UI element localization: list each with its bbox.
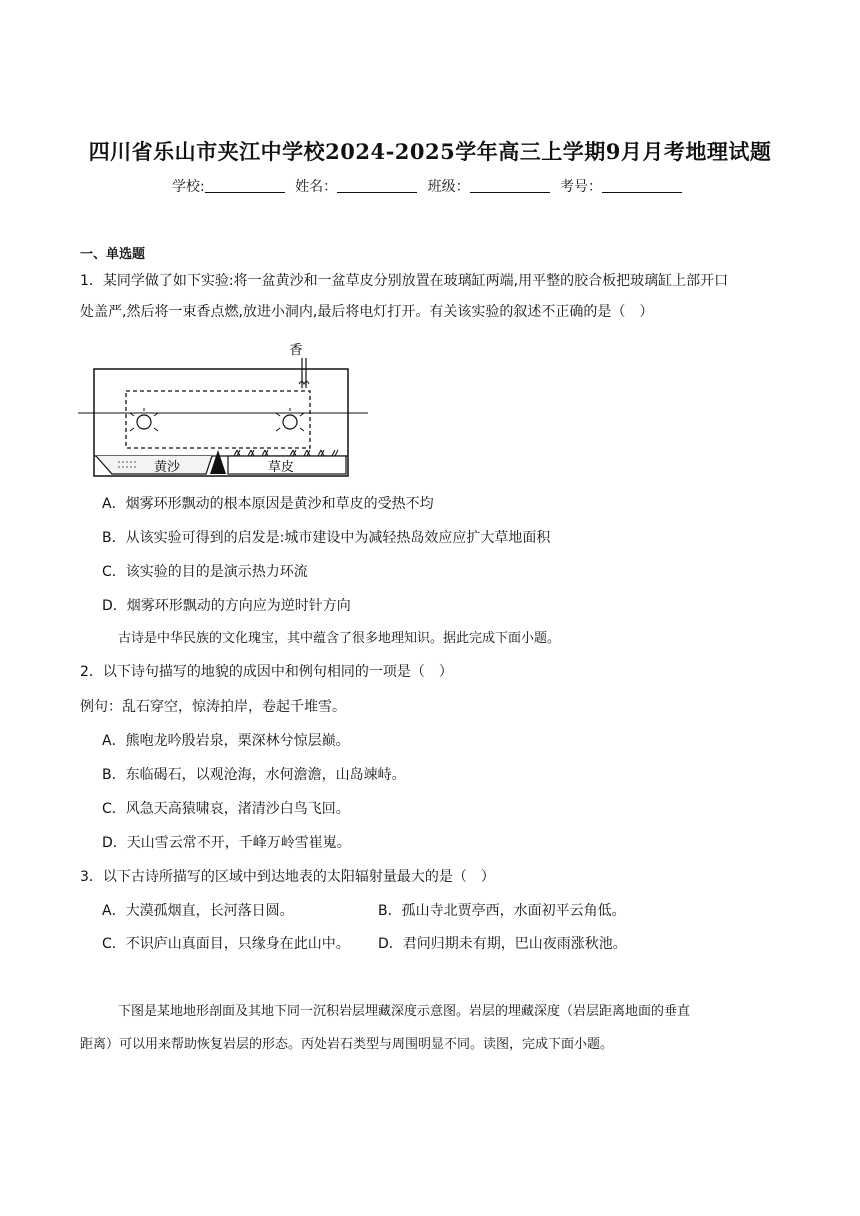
circulation-path (126, 391, 310, 448)
student-info-line (0, 176, 860, 196)
q2-stem: 2．以下诗句描写的地貌的成因中和例句相同的一项是（ ） (80, 664, 453, 680)
name-blank[interactable] (337, 179, 417, 193)
q3-option-d[interactable]: D．君问归期未有期，巴山夜雨涨秋池。 (378, 936, 627, 952)
q1-option-d[interactable]: D．烟雾环形飘动的方向应为逆时针方向 (102, 598, 351, 614)
incense-label: 香 (289, 343, 303, 358)
school-blank[interactable] (205, 179, 285, 193)
grass-label: 草皮 (268, 460, 295, 475)
passage-rock-layer-line2: 距离）可以用来帮助恢复岩层的形态。丙处岩石类型与周围明显不同。读图，完成下面小题。 (80, 1037, 614, 1052)
sand-label: 黄沙 (154, 460, 181, 475)
q2-example: 例句：乱石穿空，惊涛拍岸，卷起千堆雪。 (80, 699, 346, 715)
exam-title: 四川省乐山市夹江中学校2024-2025学年高三上学期9月月考地理试题 (88, 139, 772, 164)
divider-block (210, 450, 226, 474)
q1-experiment-figure (78, 336, 368, 478)
name-label: 姓名： (295, 179, 338, 195)
grass-tufts (234, 450, 338, 456)
q2-option-b[interactable]: B．东临碣石，以观沧海，水何澹澹，山岛竦峙。 (102, 767, 406, 783)
passage-ancient-poems: 古诗是中华民族的文化瑰宝，其中蕴含了很多地理知识。据此完成下面小题。 (118, 631, 561, 646)
q3-option-b[interactable]: B．孤山寺北贾亭西，水面初平云角低。 (378, 903, 626, 919)
q3-stem: 3．以下古诗所描写的区域中到达地表的太阳辐射量最大的是（ ） (80, 869, 495, 885)
q2-option-a[interactable]: A．熊咆龙吟殷岩泉，栗深林兮惊层巅。 (102, 733, 350, 749)
passage-rock-layer-line1: 下图是某地地形剖面及其地下同一沉积岩层埋藏深度示意图。岩层的埋藏深度（岩层距离地面的垂直 (118, 1004, 691, 1019)
bulb-left-icon (130, 408, 158, 431)
q3-option-c[interactable]: C．不识庐山真面目，只缘身在此山中。 (102, 936, 350, 952)
q3-option-a[interactable]: A．大漠孤烟直，长河落日圆。 (102, 903, 294, 919)
section-heading: 一、单选题 (80, 247, 146, 262)
class-blank[interactable] (470, 179, 550, 193)
exam-number-label: 考号： (560, 179, 603, 195)
class-label: 班级： (427, 179, 470, 195)
bulb-right-icon (276, 408, 304, 431)
q2-option-d[interactable]: D．天山雪云常不开，千峰万岭雪崔嵬。 (102, 835, 351, 851)
q1-option-b[interactable]: B．从该实验可得到的启发是:城市建设中为减轻热岛效应应扩大草地面积 (102, 530, 551, 546)
q2-option-c[interactable]: C．风急天高猿啸哀，渚清沙白鸟飞回。 (102, 801, 350, 817)
q1-option-a[interactable]: A．烟雾环形飘动的根本原因是黄沙和草皮的受热不均 (102, 496, 434, 512)
q1-stem-line2: 处盖严,然后将一束香点燃,放进小洞内,最后将电灯打开。有关该实验的叙述不正确的是（ ） (80, 304, 654, 320)
q1-option-c[interactable]: C．该实验的目的是演示热力环流 (102, 564, 308, 580)
exam-number-blank[interactable] (602, 179, 682, 193)
school-label: 学校: (171, 179, 205, 195)
q1-stem-line1: 1．某同学做了如下实验:将一盆黄沙和一盆草皮分别放置在玻璃缸两端,用平整的胶合板把玻璃缸上部开口 (80, 273, 729, 289)
